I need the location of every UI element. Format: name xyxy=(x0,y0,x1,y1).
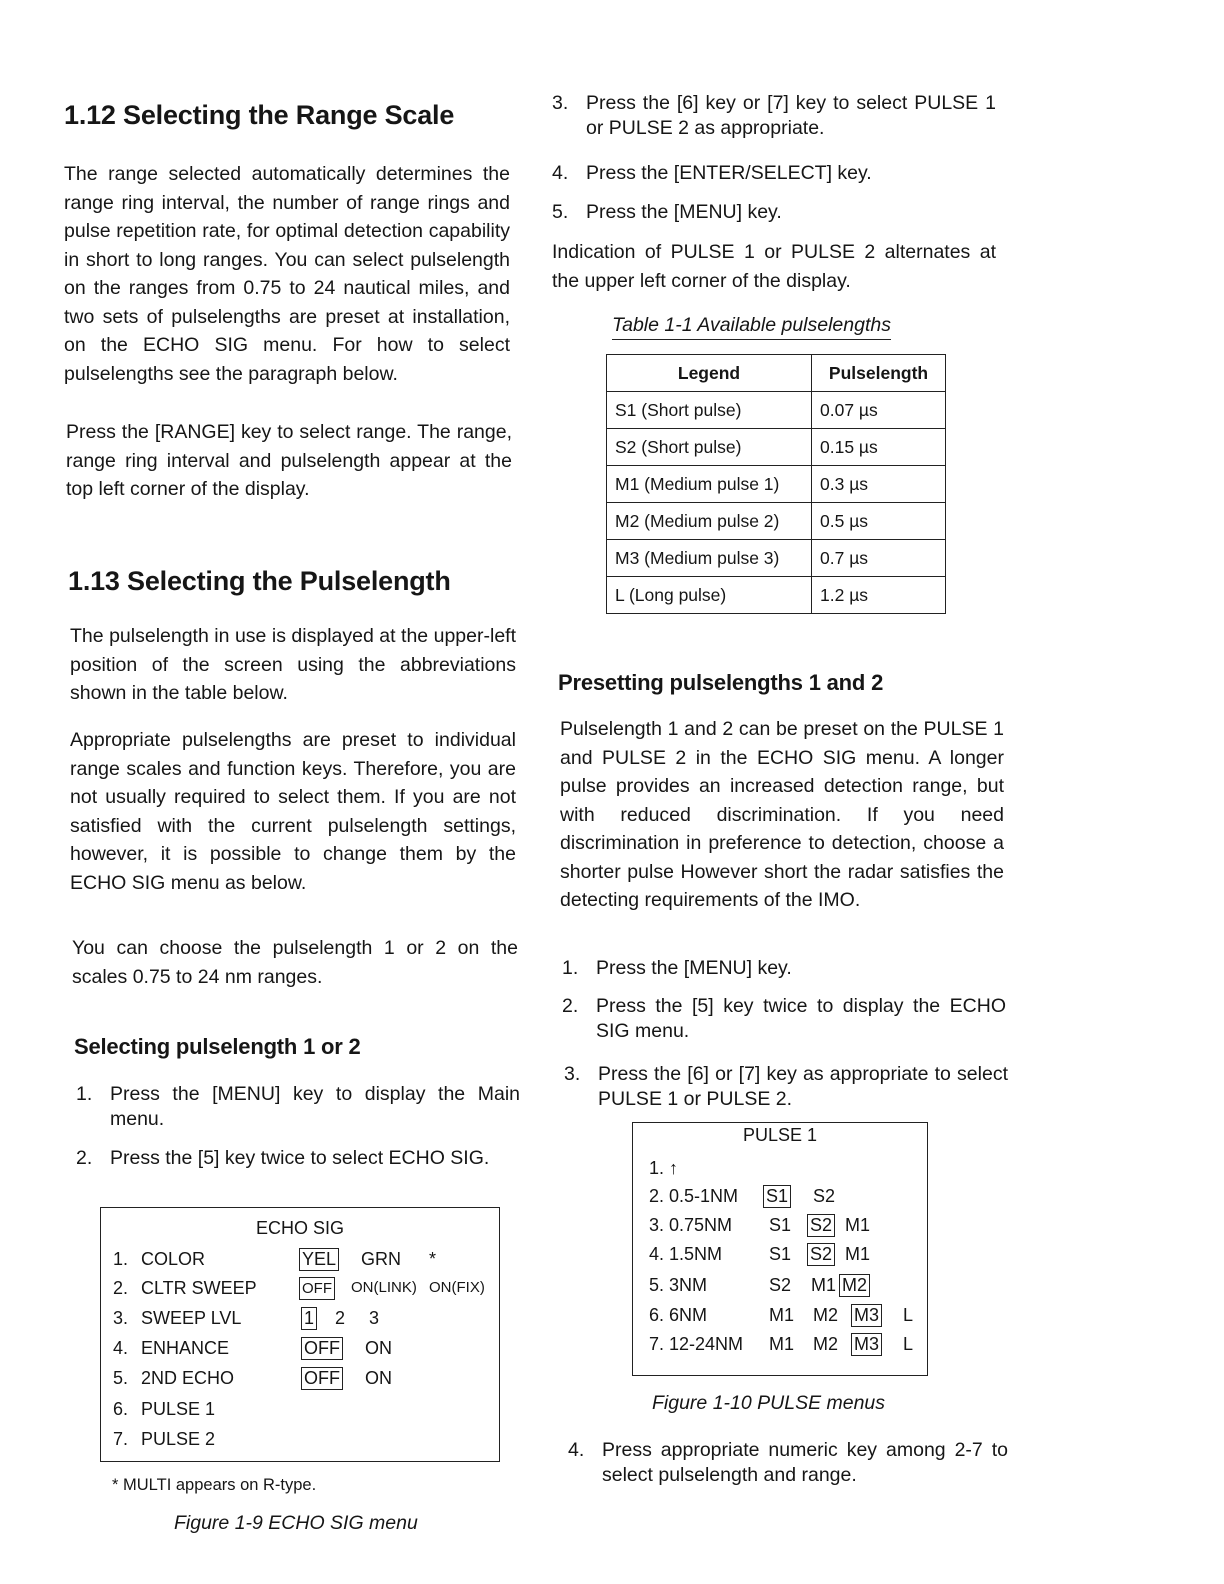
step-2 xyxy=(76,1146,520,1198)
section-1-13-paragraph-1: The pulselength in use is displayed at the upper-left position of the screen using the abbreviations shown in the table below. xyxy=(70,625,516,704)
cell-legend: M3 (Medium pulse 3) xyxy=(607,540,812,577)
section-1-12-paragraph-2: Press the [RANGE] key to select range. The range, range ring interval and pulselength appear at the top left corner of the display. xyxy=(66,421,512,500)
row-label: 5. 3NM xyxy=(649,1275,708,1295)
row-label: PULSE 1 xyxy=(141,1399,216,1419)
step-text: Press the [6] or [7] key as appropriate to select PULSE 1 or PULSE 2. xyxy=(598,1063,1008,1110)
row-number: 6. xyxy=(113,1399,129,1419)
step-3 xyxy=(552,91,996,143)
figure-1-10-caption: Figure 1-10 PULSE menus xyxy=(652,1392,886,1414)
row-label: 6. 6NM xyxy=(649,1305,708,1325)
step-number: 3. xyxy=(552,92,569,114)
indication-paragraph: Indication of PULSE 1 or PULSE 2 alternates at the upper left corner of the display. xyxy=(552,241,996,292)
selected-option: M3 xyxy=(851,1333,882,1356)
row-label: COLOR xyxy=(141,1249,206,1269)
row-label: 7. 12-24NM xyxy=(649,1334,744,1354)
step-number: 4. xyxy=(552,162,569,184)
row-label: 3. 0.75NM xyxy=(649,1215,733,1235)
row-number: 7. xyxy=(113,1429,129,1449)
table-row xyxy=(607,540,946,577)
row-number: 4. xyxy=(113,1338,129,1358)
step-1 xyxy=(76,1082,520,1134)
selected-option: M3 xyxy=(851,1304,882,1327)
menu-row-cltr-sweep xyxy=(113,1275,493,1301)
option: ON(LINK) xyxy=(351,1279,417,1296)
presetting-heading: Presetting pulselengths 1 and 2 xyxy=(558,670,884,695)
option: ON xyxy=(365,1368,392,1388)
option: S2 xyxy=(813,1186,836,1206)
menu-row-color xyxy=(113,1246,493,1272)
cell-pulselength: 0.07 µs xyxy=(812,392,946,429)
option: ON xyxy=(365,1338,392,1358)
step-text: Press the [6] key or [7] key to select PULSE 1 or PULSE 2 as appropriate. xyxy=(586,92,996,139)
cell-legend: S1 (Short pulse) xyxy=(607,392,812,429)
echo-sig-menu-title: ECHO SIG xyxy=(255,1218,344,1238)
step-number: 5. xyxy=(552,201,569,223)
section-1-12-heading: 1.12 Selecting the Range Scale xyxy=(64,100,455,130)
option: M2 xyxy=(813,1334,839,1354)
row-label: 2. 0.5-1NM xyxy=(649,1186,739,1206)
pulse-menu-title: PULSE 1 xyxy=(742,1125,818,1145)
asterisk-note: * xyxy=(429,1249,437,1269)
option: GRN xyxy=(361,1249,401,1269)
row-number: 1. xyxy=(113,1249,129,1269)
option: M2 xyxy=(813,1305,839,1325)
selected-option: S2 xyxy=(807,1214,835,1237)
step-number: 2. xyxy=(76,1147,93,1169)
row-number: 2. xyxy=(113,1278,129,1298)
step-text: Press the [ENTER/SELECT] key. xyxy=(586,162,872,184)
selected-option: S2 xyxy=(807,1243,835,1266)
option: M1 xyxy=(769,1305,795,1325)
preset-step-2 xyxy=(562,994,1006,1046)
row-label: SWEEP LVL xyxy=(141,1308,242,1328)
presetting-paragraph: Pulselength 1 and 2 can be preset on the PULSE 1 and PULSE 2 in the ECHO SIG menu. A longer pulse provides an increased detection range, but with reduced discrimination. If you need discrimination in preference to detection, choose a shorter pulse However short the radar satisfies the detecting requirements of the IMO. xyxy=(560,718,1004,911)
cell-legend: S2 (Short pulse) xyxy=(607,429,812,466)
pulse-1-menu-box xyxy=(632,1122,928,1376)
pulse-row-5 xyxy=(649,1272,919,1298)
step-text: Press the [5] key twice to select ECHO SIG. xyxy=(110,1147,490,1169)
table-row xyxy=(607,392,946,429)
selected-option: OFF xyxy=(301,1337,343,1360)
menu-row-pulse-1 xyxy=(113,1396,493,1422)
footnote: * MULTI appears on R-type. xyxy=(112,1476,317,1494)
cell-legend: M2 (Medium pulse 2) xyxy=(607,503,812,540)
step-text: Press the [MENU] key. xyxy=(586,201,782,223)
row-label: PULSE 2 xyxy=(141,1429,216,1449)
selected-option: YEL xyxy=(299,1248,339,1271)
cell-pulselength: 0.5 µs xyxy=(812,503,946,540)
row-label: 1. ↑ xyxy=(649,1158,679,1178)
row-label: 2ND ECHO xyxy=(141,1368,235,1388)
table-header-row xyxy=(607,355,946,392)
step-text: Press the [MENU] key. xyxy=(596,957,792,979)
step-text: Press the [MENU] key to display the Main menu. xyxy=(110,1083,520,1130)
row-label: 4. 1.5NM xyxy=(649,1244,723,1264)
option: M1 xyxy=(769,1334,795,1354)
step-5 xyxy=(552,200,996,226)
option: M1 xyxy=(845,1215,871,1235)
pulse-row-7 xyxy=(649,1331,919,1357)
row-number: 5. xyxy=(113,1368,129,1388)
header-legend: Legend xyxy=(607,355,812,392)
menu-row-pulse-2 xyxy=(113,1426,493,1452)
option: ON(FIX) xyxy=(429,1279,485,1296)
cell-legend: L (Long pulse) xyxy=(607,577,812,614)
step-text: Press appropriate numeric key among 2-7 to select pulselength and range. xyxy=(602,1439,1008,1486)
menu-row-enhance xyxy=(113,1335,493,1361)
step-4 xyxy=(552,161,996,187)
figure-1-9-caption: Figure 1-9 ECHO SIG menu xyxy=(174,1512,418,1534)
cell-pulselength: 0.7 µs xyxy=(812,540,946,577)
pulse-row-6 xyxy=(649,1302,919,1328)
option: 2 xyxy=(335,1308,346,1328)
option: S2 xyxy=(769,1275,792,1295)
table-row xyxy=(607,466,946,503)
option: S1 xyxy=(769,1244,792,1264)
step-text: Press the [5] key twice to display the ECHO SIG menu. xyxy=(596,995,1006,1042)
pulselength-table xyxy=(606,354,946,614)
option: L xyxy=(903,1305,914,1325)
row-number: 3. xyxy=(113,1308,129,1328)
menu-row-sweep-lvl xyxy=(113,1305,493,1331)
step-number: 2. xyxy=(562,995,579,1017)
cell-pulselength: 1.2 µs xyxy=(812,577,946,614)
preset-step-3 xyxy=(564,1062,1008,1114)
pulse-row-1 xyxy=(649,1155,919,1181)
echo-sig-menu-box xyxy=(100,1207,500,1462)
table-row xyxy=(607,429,946,466)
cell-pulselength: 0.3 µs xyxy=(812,466,946,503)
section-1-13-paragraph-3: You can choose the pulselength 1 or 2 on the scales 0.75 to 24 nm ranges. xyxy=(72,937,518,988)
section-1-13-paragraph-2: Appropriate pulselengths are preset to individual range scales and function keys. Therefore, you are not usually required to select them. If you are not satisfied with the current pulselength settings, however, it is possible to change them by the ECHO SIG menu as below. xyxy=(70,729,516,894)
cell-pulselength: 0.15 µs xyxy=(812,429,946,466)
option: M1 xyxy=(845,1244,871,1264)
step-number: 1. xyxy=(562,957,579,979)
row-label: CLTR SWEEP xyxy=(141,1278,257,1298)
pulse-row-2 xyxy=(649,1183,919,1209)
selected-option: OFF xyxy=(299,1277,335,1300)
step-number: 3. xyxy=(564,1063,581,1085)
option: M1 xyxy=(811,1275,837,1295)
selected-option: M2 xyxy=(839,1274,870,1297)
selected-option: OFF xyxy=(301,1367,343,1390)
row-label: ENHANCE xyxy=(141,1338,230,1358)
section-1-12-paragraph-1: The range selected automatically determines the range ring interval, the number of range rings and pulse repetition rate, for optimal detection capability in short to long ranges. You can select pulselength on the ranges from 0.75 to 24 nautical miles, and two sets of pulselengths are preset at installation, on the ECHO SIG menu. For how to select pulselengths see the paragraph below. xyxy=(64,163,510,385)
option: L xyxy=(903,1334,914,1354)
selected-option: S1 xyxy=(763,1185,791,1208)
table-row xyxy=(607,577,946,614)
menu-row-2nd-echo xyxy=(113,1365,493,1391)
step-number: 4. xyxy=(568,1439,585,1461)
pulse-row-4 xyxy=(649,1241,919,1267)
preset-step-4 xyxy=(568,1438,1008,1490)
table-row xyxy=(607,503,946,540)
cell-legend: M1 (Medium pulse 1) xyxy=(607,466,812,503)
section-1-13-heading: 1.13 Selecting the Pulselength xyxy=(68,566,451,596)
option: S1 xyxy=(769,1215,792,1235)
selected-option: 1 xyxy=(301,1307,317,1330)
option: 3 xyxy=(369,1308,380,1328)
table-1-1-caption: Table 1-1 Available pulselengths xyxy=(612,314,891,340)
pulse-row-3 xyxy=(649,1212,919,1238)
preset-step-1 xyxy=(562,956,1006,982)
step-number: 1. xyxy=(76,1083,93,1105)
header-pulselength: Pulselength xyxy=(812,355,946,392)
selecting-pulselength-heading: Selecting pulselength 1 or 2 xyxy=(74,1034,361,1059)
